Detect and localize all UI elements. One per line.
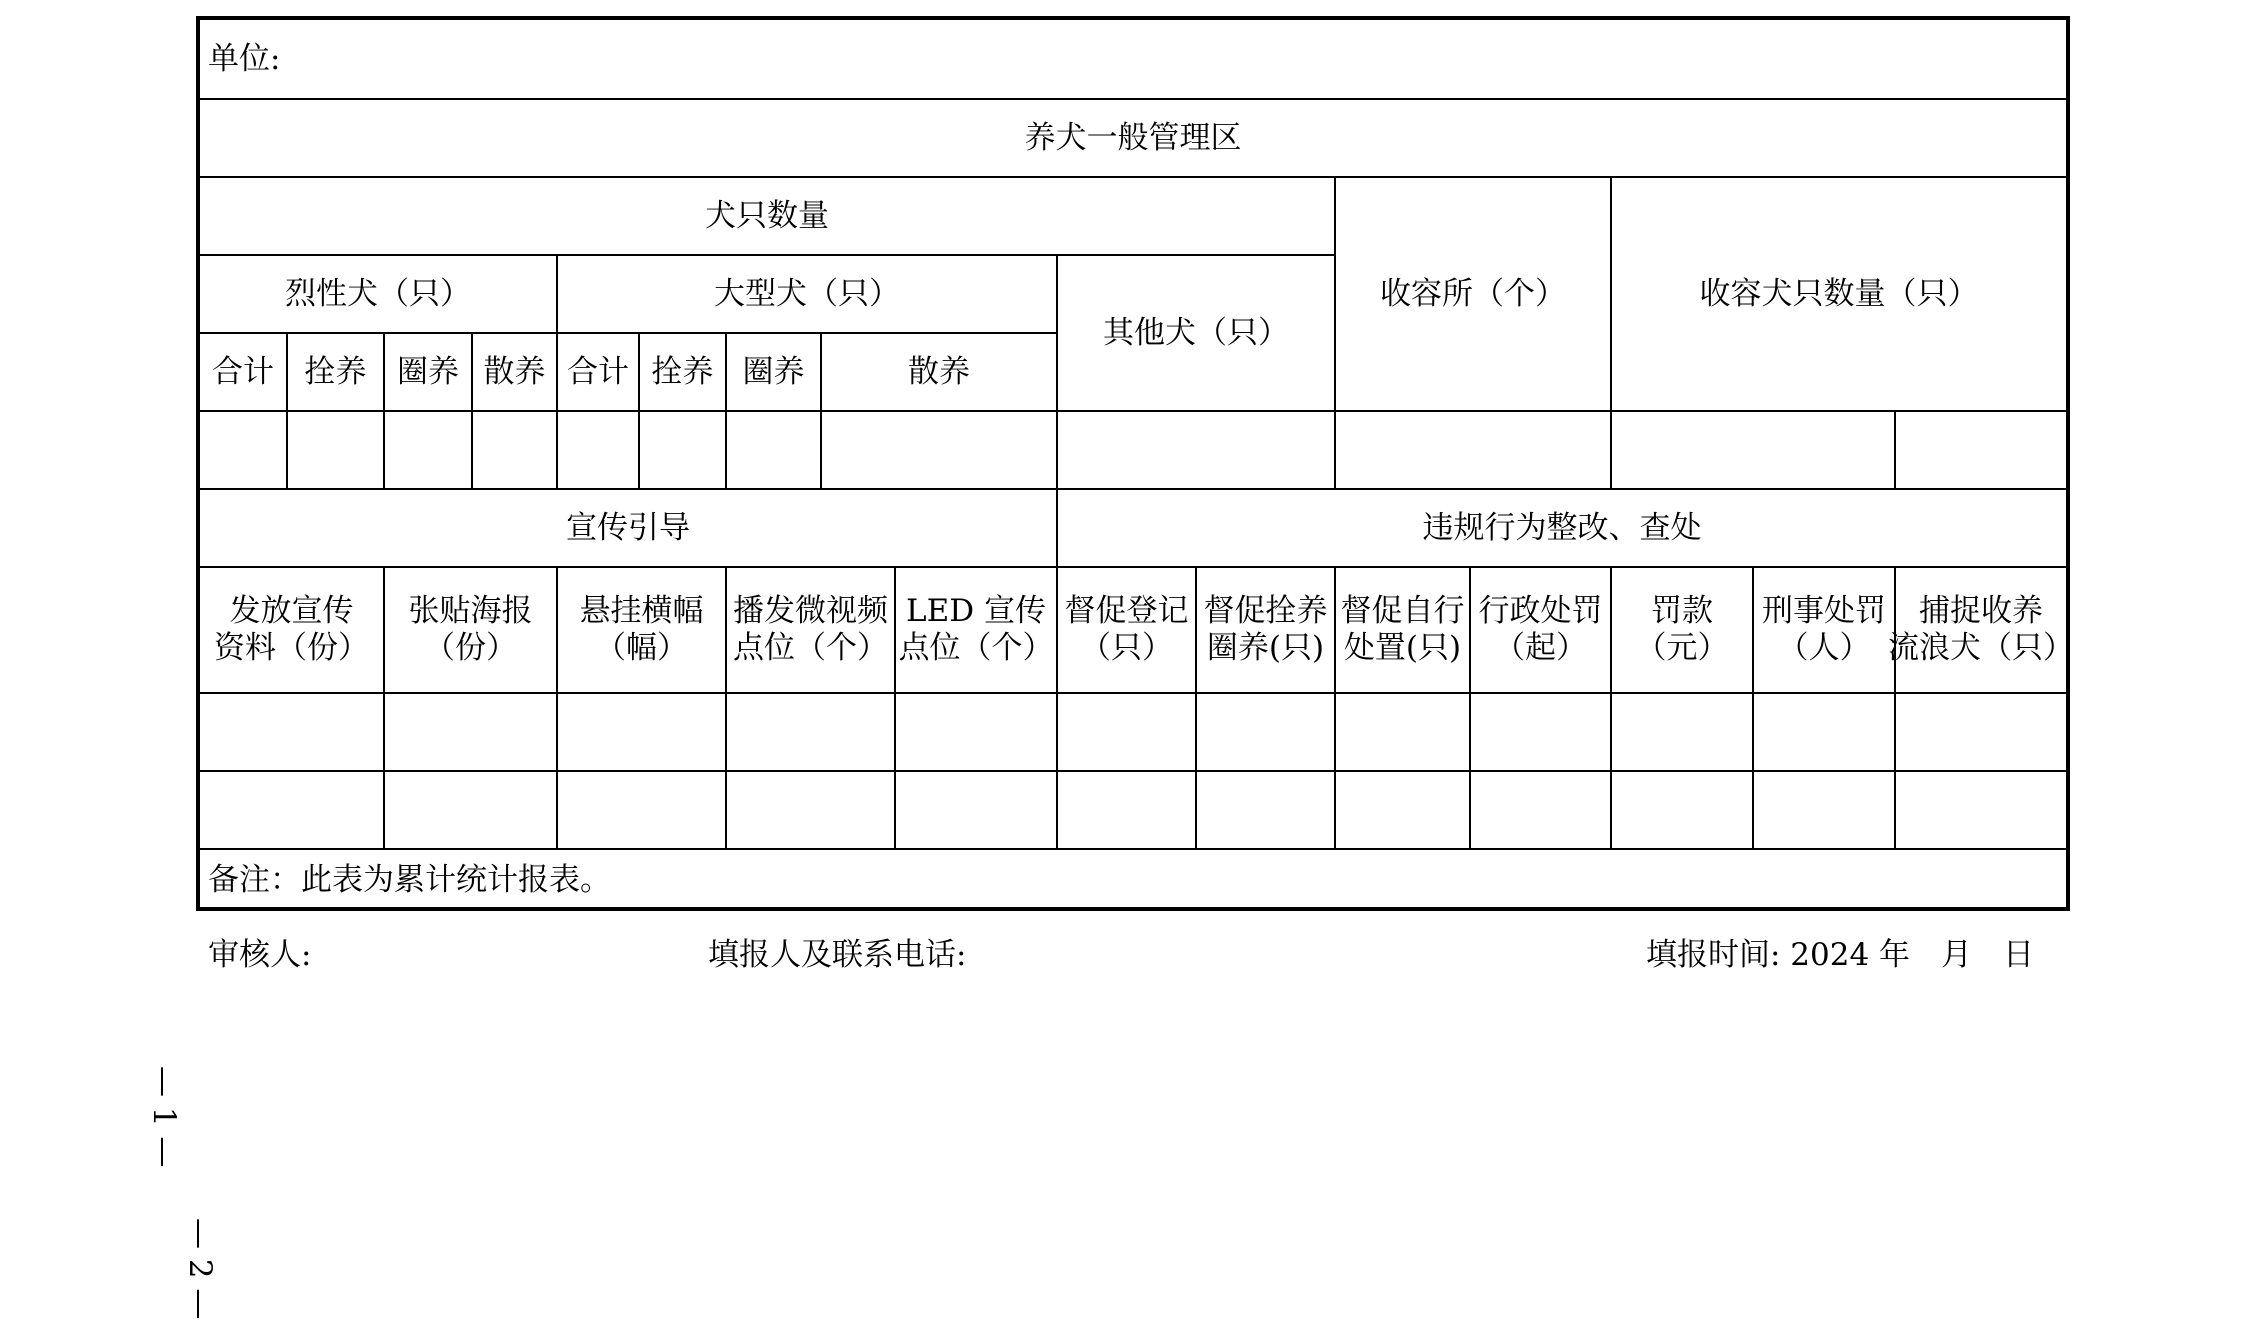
col-divider [1334, 410, 1336, 488]
line: （份） [424, 630, 517, 666]
line: （起） [1494, 630, 1587, 666]
large-leashed-header: 拴养 [651, 353, 714, 390]
row-divider [200, 410, 2066, 412]
rectify-col-register [1058, 568, 1195, 692]
line: （只） [1080, 630, 1173, 666]
line: LED 宣传 [906, 593, 1046, 629]
large-penned-header: 圈养 [742, 353, 805, 390]
line: 资料（份） [214, 630, 369, 666]
line: 圈养(只) [1206, 630, 1325, 666]
line: 罚款 [1651, 593, 1713, 629]
large-loose-header: 散养 [908, 353, 970, 390]
line: 发放宣传 [229, 593, 354, 629]
line: 播发微视频 [733, 593, 888, 629]
rectify-col-criminal [1754, 568, 1894, 692]
line: 悬挂横幅 [579, 593, 704, 629]
line: 行政处罚 [1478, 593, 1603, 629]
unit-label: 单位: [208, 40, 281, 77]
publicity-col-materials [200, 568, 383, 692]
line: （人） [1777, 630, 1871, 666]
page-number-2: — 2 — [182, 1218, 218, 1320]
shelter-header: 收容所（个） [1380, 275, 1566, 312]
fierce-dog-header: 烈性犬（只） [285, 275, 471, 312]
fierce-total-header: 合计 [212, 353, 274, 390]
line: 处置(只) [1343, 630, 1462, 666]
shelter-dogs-header: 收容犬只数量（只） [1699, 275, 1979, 312]
row-divider [200, 770, 2066, 772]
line: 刑事处罚 [1762, 593, 1886, 629]
remark: 备注：此表为累计统计报表。 [208, 862, 611, 898]
dog-count-header: 犬只数量 [705, 197, 829, 234]
line: 点位（个） [733, 630, 888, 666]
publicity-col-posters [385, 568, 556, 692]
line: 督促拴养 [1203, 593, 1328, 629]
report-table [196, 16, 2074, 911]
large-dog-header: 大型犬（只） [714, 275, 900, 312]
rectify-col-admin-penalty [1471, 568, 1610, 692]
fill-date-label: 填报时间: 2024 年 月 日 [1646, 937, 2035, 973]
line: 督促登记 [1064, 593, 1189, 629]
large-total-header: 合计 [567, 353, 629, 390]
other-dog-header: 其他犬（只） [1103, 314, 1289, 351]
publicity-col-led [896, 568, 1056, 692]
line: 流浪犬（只） [1888, 630, 2074, 666]
line: （元） [1635, 630, 1729, 666]
zone-title: 养犬一般管理区 [1024, 119, 1242, 156]
rectify-header: 违规行为整改、查处 [1422, 509, 1702, 546]
publicity-col-banners [558, 568, 725, 692]
rectify-col-stray [1888, 568, 2074, 692]
line: 张贴海报 [408, 593, 533, 629]
col-divider [1894, 410, 1896, 488]
row-divider [200, 692, 2066, 694]
publicity-header: 宣传引导 [566, 509, 690, 546]
rectify-col-dispose [1336, 568, 1469, 692]
page-number-1: — 1 — [146, 1066, 182, 1168]
col-divider [1610, 410, 1612, 488]
reviewer-label: 审核人: [208, 937, 312, 973]
line: （幅） [595, 630, 688, 666]
fierce-penned-header: 圈养 [397, 353, 459, 390]
line: 点位（个） [898, 630, 1054, 666]
line: 捕捉收养 [1919, 593, 2043, 629]
publicity-col-videos [727, 568, 894, 692]
fierce-loose-header: 散养 [483, 353, 546, 390]
rectify-col-leash [1197, 568, 1334, 692]
line: 督促自行 [1340, 593, 1465, 629]
fierce-leashed-header: 拴养 [304, 353, 367, 390]
filler-label: 填报人及联系电话: [708, 937, 967, 973]
rectify-col-fine [1612, 568, 1752, 692]
